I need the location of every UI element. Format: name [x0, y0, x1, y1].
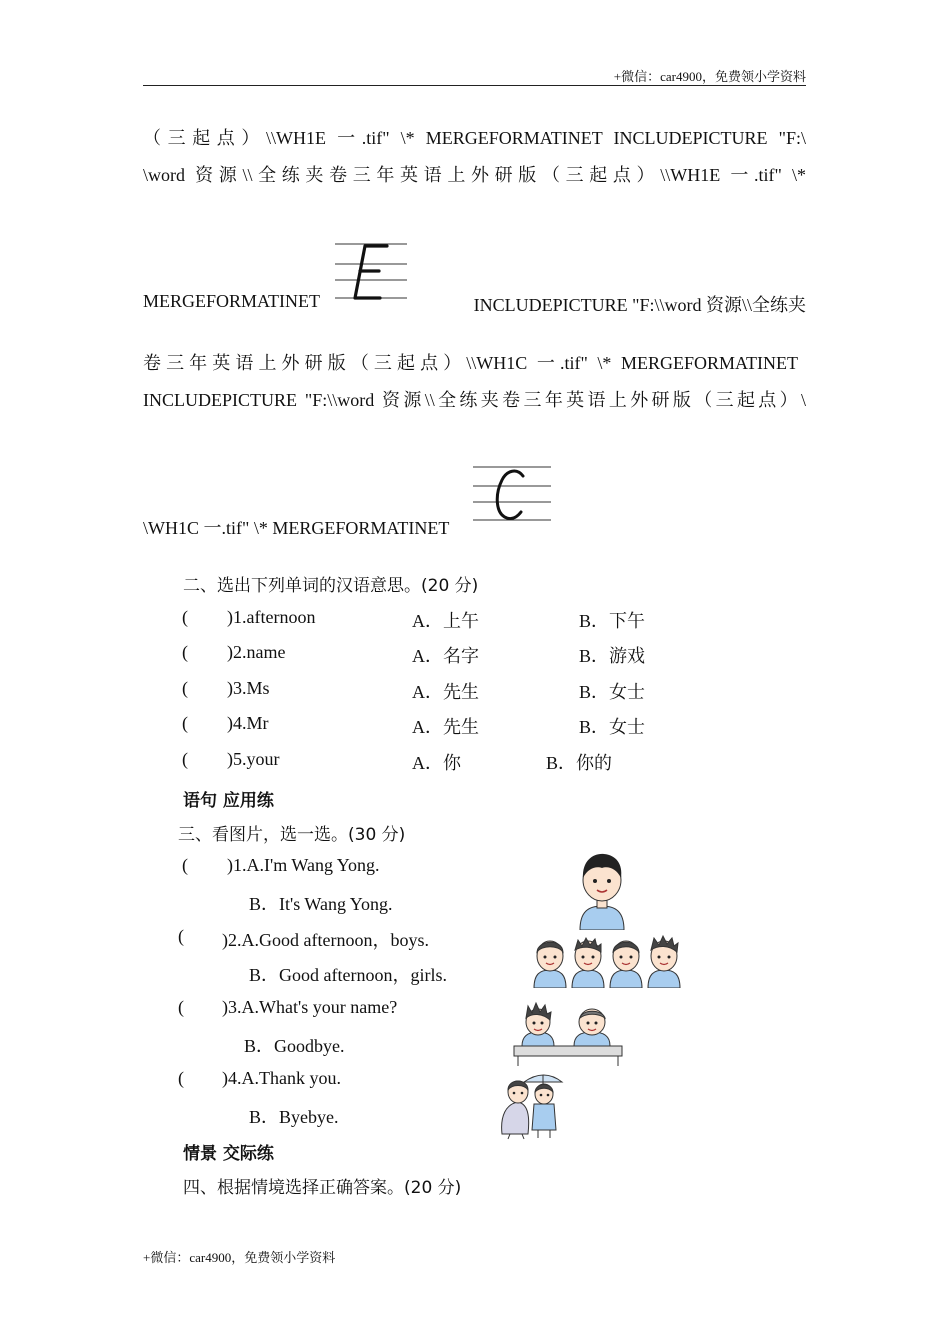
s2-q2-option-a: A．名字 [412, 646, 479, 666]
s2-q5-paren: ( [182, 749, 188, 769]
s2-q1-paren: ( [182, 607, 188, 627]
s3-q1-option-a: )1.A.I'm Wang Yong. [227, 855, 380, 875]
section-2-title: 二、选出下列单词的汉语意思。(20 分) [183, 576, 479, 596]
body-line-3b: INCLUDEPICTURE "F:\\word 资源\\全练夹 [473, 295, 806, 315]
s3-q4-option-a: )4.A.Thank you. [222, 1068, 341, 1088]
s2-q3-option-b: B．女士 [579, 682, 646, 702]
kids-with-umbrella-illustration [498, 1070, 566, 1140]
s2-q5-option-a: A．你 [412, 753, 461, 773]
body-line-4: 卷三年英语上外研版（三起点）\\WH1C 一.tif" \* MERGEFORMATINET [143, 353, 798, 373]
s3-q4-paren: ( [178, 1068, 184, 1088]
letter-e-writing-lines [335, 238, 407, 304]
body-line-5: INCLUDEPICTURE "F:\\word 资源\\全练夹卷三年英语上外研版（三起点）\ [143, 390, 806, 410]
two-boys-at-desk-illustration [512, 1000, 624, 1066]
page-footer [143, 1247, 335, 1266]
body-line-1: （三起点）\\WH1E 一.tif" \* MERGEFORMATINET INCLUDEPICTURE "F:\ [143, 128, 806, 148]
s3-q4-option-b: B．Byebye. [249, 1107, 339, 1127]
s3-q3-paren: ( [178, 997, 184, 1017]
s2-q4-option-b: B．女士 [579, 717, 646, 737]
footer-text: +微信：car4900，免费领小学资料 [143, 1250, 336, 1265]
s3-q2-option-b: B．Good afternoon，girls. [249, 965, 447, 985]
s3-q3-option-a: )3.A.What's your name? [222, 997, 398, 1017]
s2-q3-option-a: A．先生 [412, 682, 479, 702]
body-line-3a: MERGEFORMATINET [143, 291, 321, 311]
s2-q2-word: )2.name [227, 642, 286, 662]
s3-q2-paren: ( [178, 926, 184, 946]
s2-q2-option-b: B．游戏 [579, 646, 646, 666]
s2-q2-paren: ( [182, 642, 188, 662]
subheading-sentence-practice: 语句 应用练 [183, 791, 274, 811]
header-text: +微信：car4900，免费领小学资料 [613, 69, 806, 84]
s3-q1-paren: ( [182, 855, 188, 875]
s2-q4-option-a: A．先生 [412, 717, 479, 737]
body-line-2: \word 资源\\全练夹卷三年英语上外研版（三起点）\\WH1E 一.tif" \* [143, 165, 806, 185]
s2-q4-paren: ( [182, 713, 188, 733]
s2-q3-paren: ( [182, 678, 188, 698]
s3-q2-option-a: )2.A.Good afternoon，boys. [222, 930, 429, 950]
boy-illustration [572, 850, 632, 930]
section-4-title: 四、根据情境选择正确答案。(20 分) [183, 1178, 462, 1198]
section-3-title: 三、看图片，选一选。(30 分) [178, 825, 406, 845]
letter-c-writing-lines [473, 462, 551, 526]
s2-q3-word: )3.Ms [227, 678, 270, 698]
s2-q5-option-b: B．你的 [546, 753, 613, 773]
s3-q1-option-b: B．It's Wang Yong. [249, 894, 393, 914]
s2-q4-word: )4.Mr [227, 713, 269, 733]
s2-q1-option-b: B．下午 [579, 611, 646, 631]
s2-q5-word: )5.your [227, 749, 280, 769]
body-line-6: \WH1C 一.tif" \* MERGEFORMATINET [143, 518, 450, 538]
four-boys-illustration [530, 930, 690, 988]
s3-q3-option-b: B．Goodbye. [244, 1036, 345, 1056]
s2-q1-option-a: A．上午 [412, 611, 479, 631]
page-header [143, 66, 806, 86]
subheading-situational-practice: 情景 交际练 [183, 1144, 274, 1164]
s2-q1-word: )1.afternoon [227, 607, 316, 627]
